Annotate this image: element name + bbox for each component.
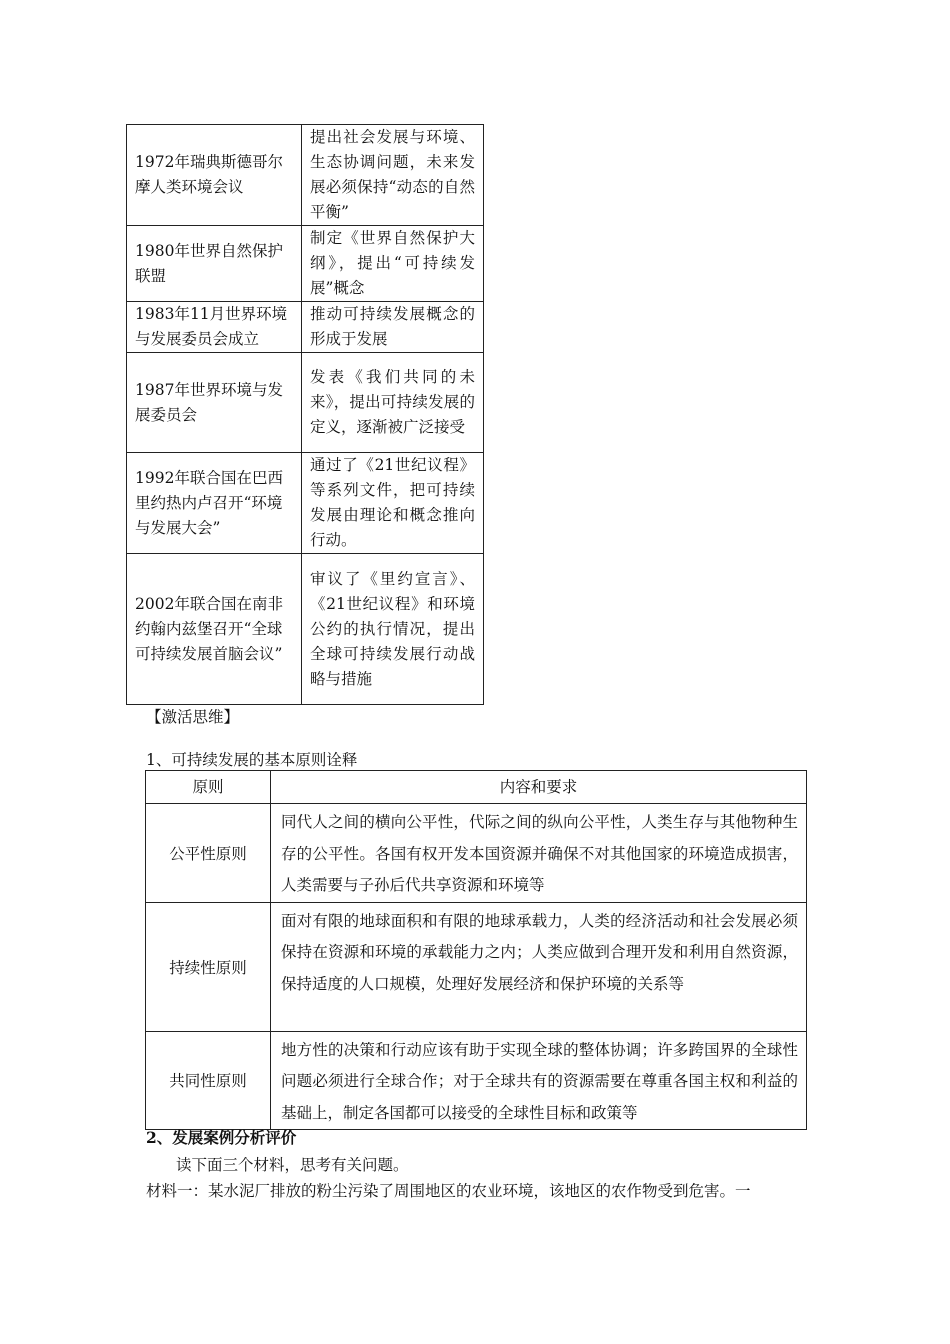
principle-content: 地方性的决策和行动应该有助于实现全球的整体协调；许多跨国界的全球性问题必须进行全球合作；对于全球共有的资源需要在尊重各国主权和利益的基础上，制定各国都可以接受的全球性目标和政策等: [271, 1031, 807, 1130]
history-table: [126, 124, 484, 705]
material-paragraph: 材料一：某水泥厂排放的粉尘污染了周围地区的农业环境，该地区的农作物受到危害。一: [146, 1182, 751, 1200]
principle-name: 公平性原则: [146, 804, 271, 903]
principle-content: 面对有限的地球面积和有限的地球承载力，人类的经济活动和社会发展必须保持在资源和环境的承载能力之内；人类应做到合理开发和利用自然资源，保持适度的人口规模，处理好发展经济和保护环境的关系等: [271, 902, 807, 1031]
column-header: 内容和要求: [271, 771, 807, 804]
principle-name: 持续性原则: [146, 902, 271, 1031]
event-cell: 1972年瑞典斯德哥尔摩人类环境会议: [127, 125, 302, 226]
principles-table: [145, 770, 807, 1130]
table-row: [127, 226, 484, 302]
section-title: 2、发展案例分析评价: [146, 1128, 297, 1147]
table-header-row: [146, 771, 807, 804]
principle-name: 共同性原则: [146, 1031, 271, 1130]
content-cell: 发表《我们共同的未来》，提出可持续发展的定义，逐渐被广泛接受: [302, 353, 484, 453]
column-header: 原则: [146, 771, 271, 804]
table-row: [127, 554, 484, 705]
activate-heading: 【激活思维】: [146, 708, 240, 726]
table-row: [127, 302, 484, 353]
section-title: 1、可持续发展的基本原则诠释: [146, 751, 358, 769]
event-cell: 1980年世界自然保护联盟: [127, 226, 302, 302]
event-cell: 1992年联合国在巴西里约热内卢召开“环境与发展大会”: [127, 453, 302, 554]
table-row: [127, 353, 484, 453]
event-cell: 2002年联合国在南非约翰内兹堡召开“全球可持续发展首脑会议”: [127, 554, 302, 705]
table-row: [146, 804, 807, 903]
table-row: [146, 902, 807, 1031]
table-row: [127, 453, 484, 554]
intro-paragraph: 读下面三个材料，思考有关问题。: [176, 1156, 409, 1174]
table-row: [146, 1031, 807, 1130]
event-cell: 1987年世界环境与发展委员会: [127, 353, 302, 453]
content-cell: 通过了《21世纪议程》等系列文件，把可持续发展由理论和概念推向行动。: [302, 453, 484, 554]
content-cell: 审议了《里约宣言》、《21世纪议程》和环境公约的执行情况，提出全球可持续发展行动战略与措施: [302, 554, 484, 705]
content-cell: 推动可持续发展概念的形成于发展: [302, 302, 484, 353]
event-cell: 1983年11月世界环境与发展委员会成立: [127, 302, 302, 353]
content-cell: 制定《世界自然保护大纲》，提出“可持续发展”概念: [302, 226, 484, 302]
principle-content: 同代人之间的横向公平性，代际之间的纵向公平性，人类生存与其他物种生存的公平性。各国有权开发本国资源并确保不对其他国家的环境造成损害，人类需要与子孙后代共享资源和环境等: [271, 804, 807, 903]
content-cell: 提出社会发展与环境、生态协调问题，未来发展必须保持“动态的自然平衡”: [302, 125, 484, 226]
table-row: [127, 125, 484, 226]
